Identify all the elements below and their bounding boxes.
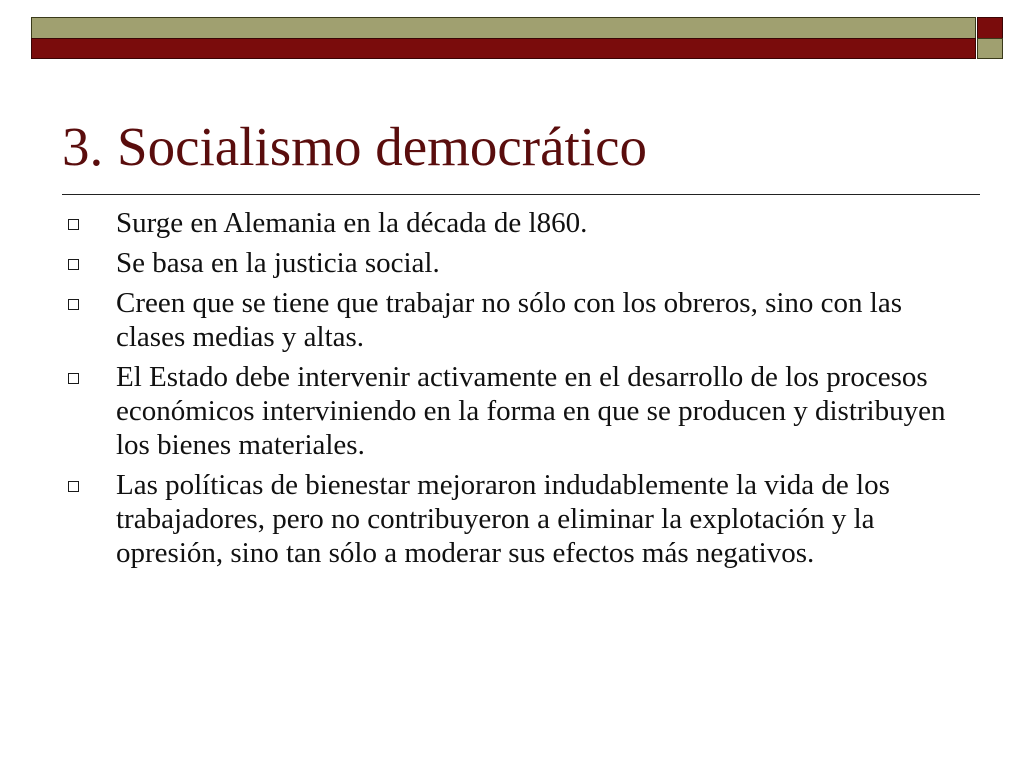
header-square-maroon [977,17,1003,39]
bullet-item [64,206,969,240]
bullet-text: Las políticas de bienestar mejoraron indudablemente la vida de los trabajadores, pero no contribuyeron a eliminar la explotación y la opresión, sino tan sólo a moderar sus efectos más negativos. [116,469,890,569]
bullet-text: El Estado debe intervenir activamente en el desarrollo de los procesos económicos interviniendo en la forma en que se producen y distribuyen los bienes materiales. [116,361,946,461]
bullet-text: Creen que se tiene que trabajar no sólo con los obreros, sino con las clases medias y altas. [116,287,903,353]
bullet-item [64,360,969,462]
bullet-item [64,246,969,280]
slide-title: 3. Socialismo democrático [62,116,647,177]
bullet-item [64,286,969,354]
hollow-square-bullet-icon [68,299,79,310]
header-square-olive [977,38,1003,59]
header-bar-maroon [31,38,976,59]
bullet-text: Se basa en la justicia social. [116,247,440,279]
bullet-text: Surge en Alemania en la década de l860. [116,207,588,239]
hollow-square-bullet-icon [68,259,79,270]
bullet-list [64,206,969,576]
bullet-item [64,468,969,570]
hollow-square-bullet-icon [68,373,79,384]
hollow-square-bullet-icon [68,481,79,492]
hollow-square-bullet-icon [68,219,79,230]
title-divider [62,194,980,195]
header-bar-olive [31,17,976,39]
